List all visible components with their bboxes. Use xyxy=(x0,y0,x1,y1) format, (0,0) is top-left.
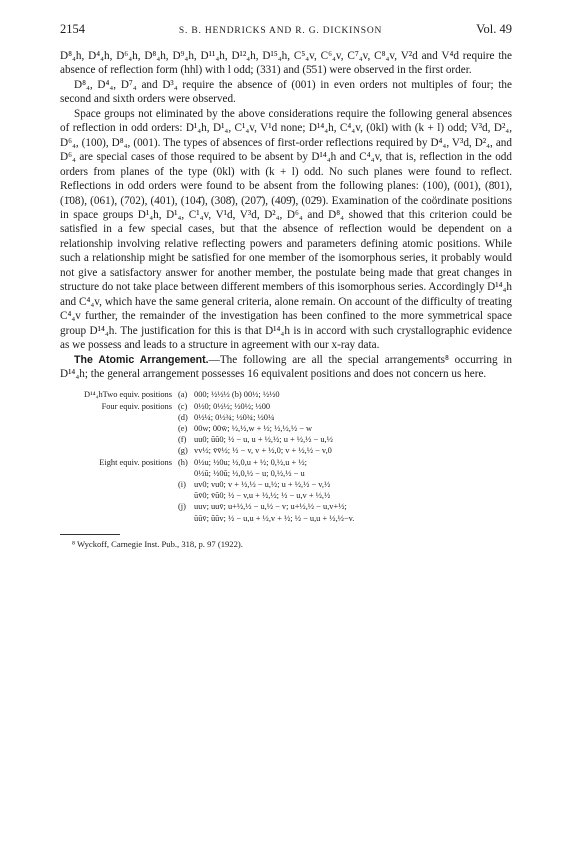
table-row xyxy=(60,490,512,501)
table-row xyxy=(60,423,512,434)
position-code xyxy=(178,513,194,524)
position-code: (a) xyxy=(178,390,188,400)
position-code: (j) xyxy=(178,502,186,512)
positions-row-label xyxy=(60,479,178,490)
positions-row-label xyxy=(60,423,178,434)
paragraph-1: D⁸₄h, D⁴₄h, D⁶₄h, D⁸₄h, D⁹₄h, D¹¹₄h, D¹²₄h, D¹⁵₄h, C⁵₄v, C⁶₄v, C⁷₄v, C⁸₄v, V²d and V⁴d require the absence of reflection form (hhl) with l odd; (331) and (5̄51) were observed in the first order. xyxy=(60,50,512,77)
table-row xyxy=(60,412,512,423)
position-code xyxy=(178,468,194,479)
position-code: (e) xyxy=(178,424,188,434)
volume-label: Vol. 49 xyxy=(476,22,512,36)
page-number: 2154 xyxy=(60,22,85,36)
table-row xyxy=(60,479,512,490)
position-code: (h) xyxy=(178,457,188,467)
positions-row-label: Eight equiv. positions xyxy=(99,457,172,467)
table-row xyxy=(60,401,512,412)
body-text xyxy=(60,49,512,381)
section-text: —The following are all the special arrangements⁸ occurring in D¹⁴₄h; the general arrangement possesses 16 equivalent positions and does not concern us here. xyxy=(60,353,512,380)
position-values: 0½0; 0½½; ½0½; ½00 xyxy=(194,401,271,411)
position-values: vv½; v̄v̄½; ½ − v, v + ½,0; v + ½,½ − v,0 xyxy=(194,446,332,456)
position-values: uu0; ūū0; ½ − u, u + ½,½; u + ½,½ − u,½ xyxy=(194,435,333,445)
table-row xyxy=(60,501,512,512)
position-values: uv0; vu0; v + ½,½ − u,½; u + ½,½ − v,½ xyxy=(194,480,331,490)
paragraph-3: Space groups not eliminated by the above considerations require the following general absences of reflection in odd orders: D¹₄h, D¹₄, C¹₄v, V¹d none; D¹⁴₄h, C⁴₄v, (0kl) with (k + l) odd; V³d, D²₄, D⁶₄, (100), D⁸₄, (001). The types of absences of first-order reflections required by D⁴₄, V³d, D²₄, and D⁶₄ are special cases of those required to be absent by D¹⁴₄h and C⁴₄v, that is, reflection in the odd orders from planes of the type (0kl) with (k + l) odd. No such planes were found to reflect. Reflections in odd orders were found to be absent from the following planes: (100), (001), (8̄01), (1̄08), (061), (702), (401), (104̄), (308̄), (207̄), (409̄), (02̄9). Examination of the coördinate positions in space groups D¹₄h, D¹₄, C¹₄v, V¹d, V³d, D²₄, D⁶₄ and D⁸₄ showed that this criterion could be satisfied in a few special cases, but that the absence of reflection would be dependent on a relationship involving relative reflecting powers and parameters defining atomic positions. While such a relationship might be satisfied for one member of the isomorphous series, it probably would not give a satisfactory answer for another member, the postulate being made that great changes in structure do not take place between different members of this isomorphous series. Accordingly D¹⁴₄h and C⁴₄v, which have the same general criteria, alone remain. On account of the difficulty of treating C⁴₄v further, the remainder of the investigation has been confined to the more symmetrical space group D¹⁴₄h. The justification for this is that D¹⁴₄h is in accord with such crystallographic evidence as we possess and leads to a structure in agreement with our x-ray data. xyxy=(60,107,512,352)
running-title: S. B. HENDRICKS AND R. G. DICKINSON xyxy=(178,26,383,36)
positions-row-label: D¹⁴₄hTwo equiv. positions xyxy=(60,389,178,400)
positions-row-label xyxy=(60,445,178,456)
position-code: (i) xyxy=(178,480,186,490)
running-header xyxy=(60,22,512,37)
position-code: (c) xyxy=(178,401,188,411)
positions-row-label xyxy=(60,434,178,445)
positions-row-label xyxy=(60,468,178,479)
position-values: 0½ū; ½0ū; ½,0,½ − u; 0,½,½ − u xyxy=(194,468,305,478)
section-heading: The Atomic Arrangement. xyxy=(74,353,209,366)
table-row xyxy=(60,445,512,456)
footnote-divider xyxy=(60,534,120,535)
position-values: uuv; uuv̄; u+½,½ − u,½ − v; u+½,½ − u,v+½; xyxy=(194,502,347,512)
positions-table xyxy=(60,389,512,523)
positions-row-label xyxy=(60,501,178,512)
table-row xyxy=(60,389,512,400)
position-values: ūūv̄; ūūv; ½ − u,u + ½,v + ½; ½ − u,u + ½,½−v. xyxy=(194,513,355,523)
table-row xyxy=(60,468,512,479)
table-row xyxy=(60,434,512,445)
position-values: ūv̄0; v̄ū0; ½ − v,u + ½,½; ½ − u,v + ½,½ xyxy=(194,491,331,501)
table-row xyxy=(60,513,512,524)
position-values: 00w; 00w̄; ½,½,w + ½; ½,½,½ − w xyxy=(194,424,313,434)
position-code: (f) xyxy=(178,435,187,445)
position-values: 0½u; ½0u; ½,0,u + ½; 0,½,u + ½; xyxy=(194,457,307,467)
positions-row-label xyxy=(60,513,178,524)
positions-row-label: Four equiv. positions xyxy=(101,401,172,411)
position-code: (d) xyxy=(178,412,188,422)
position-values: 0½¼; 0½¾; ½0¾; ½0¼ xyxy=(194,412,275,422)
position-code: (g) xyxy=(178,446,188,456)
position-values: 000; ½½½ (b) 00½; ½½0 xyxy=(194,390,280,400)
section-paragraph xyxy=(60,353,512,382)
positions-row-label xyxy=(60,412,178,423)
position-code xyxy=(178,490,194,501)
table-row xyxy=(60,457,512,468)
positions-row-label xyxy=(60,490,178,501)
paragraph-2: D⁸₄, D⁴₄, D⁷₄ and D³₄ require the absence of (001) in even orders not multiples of four; the second and sixth orders were observed. xyxy=(60,78,512,106)
journal-page xyxy=(60,22,512,549)
footnote: ⁸ Wyckoff, Carnegie Inst. Pub., 318, p. 97 (1922). xyxy=(72,538,243,549)
space-group-symbol: D¹⁴₄h xyxy=(84,390,103,400)
